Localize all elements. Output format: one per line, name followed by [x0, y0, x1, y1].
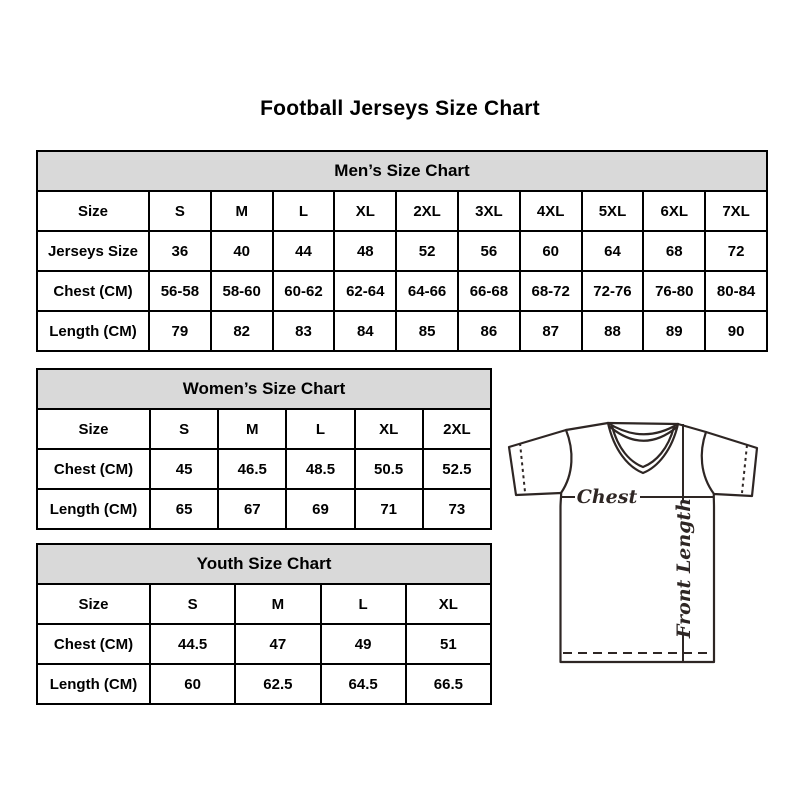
men-table-cell: 48 — [334, 231, 396, 271]
men-table-cell: 85 — [396, 311, 458, 351]
men-table-cell: 90 — [705, 311, 767, 351]
youth-table-cell: 60 — [150, 664, 235, 704]
men-table-cell: S — [149, 191, 211, 231]
vneck-inner-edge — [612, 426, 674, 467]
men-table-cell: 64-66 — [396, 271, 458, 311]
left-sleeve-seam — [561, 430, 571, 493]
women-table-cell: 73 — [423, 489, 491, 529]
youth-size-table — [36, 543, 492, 705]
collar-top-edge — [608, 423, 678, 424]
women-table-cell: 2XL — [423, 409, 491, 449]
women-table-cell: S — [150, 409, 218, 449]
women-table-cell: 65 — [150, 489, 218, 529]
women-table-cell: XL — [355, 409, 423, 449]
youth-table-cell: L — [321, 584, 406, 624]
women-row-label: Size — [37, 409, 150, 449]
women-table-cell: 71 — [355, 489, 423, 529]
men-table-cell: 68 — [643, 231, 705, 271]
youth-row-label: Chest (CM) — [37, 624, 150, 664]
youth-table-row — [37, 584, 491, 624]
women-table-cell: 48.5 — [286, 449, 354, 489]
men-table-cell: XL — [334, 191, 396, 231]
youth-table-cell: 49 — [321, 624, 406, 664]
men-table-row — [37, 191, 767, 231]
men-table-cell: 2XL — [396, 191, 458, 231]
youth-table-cell: XL — [406, 584, 491, 624]
womens-size-table — [36, 368, 492, 530]
men-table-cell: L — [273, 191, 335, 231]
jersey-measurement-diagram — [504, 412, 766, 674]
women-table-cell: 50.5 — [355, 449, 423, 489]
youth-row-label: Size — [37, 584, 150, 624]
men-table-cell: 66-68 — [458, 271, 520, 311]
men-table-cell: 83 — [273, 311, 335, 351]
jersey-outline — [509, 423, 757, 662]
women-table-row — [37, 489, 491, 529]
youth-table-cell: 47 — [235, 624, 320, 664]
right-sleeve-seam — [702, 432, 714, 494]
men-row-label: Jerseys Size — [37, 231, 149, 271]
men-table-cell: 56 — [458, 231, 520, 271]
men-table-cell: 87 — [520, 311, 582, 351]
page-title: Football Jerseys Size Chart — [260, 97, 540, 120]
jersey-diagram-svg — [504, 412, 766, 674]
men-table-cell: 5XL — [582, 191, 644, 231]
men-table-cell: 7XL — [705, 191, 767, 231]
right-cuff-dashed-line — [742, 445, 747, 493]
front-length-label: Front Length — [673, 497, 695, 639]
youth-table-title: Youth Size Chart — [37, 544, 491, 584]
men-table-cell: 76-80 — [643, 271, 705, 311]
women-table-cell: 67 — [218, 489, 286, 529]
men-table-cell: 84 — [334, 311, 396, 351]
men-table-cell: M — [211, 191, 273, 231]
men-table-cell: 79 — [149, 311, 211, 351]
youth-table-cell: 66.5 — [406, 664, 491, 704]
women-table-row — [37, 409, 491, 449]
men-table-cell: 3XL — [458, 191, 520, 231]
men-table-cell: 44 — [273, 231, 335, 271]
women-table-cell: L — [286, 409, 354, 449]
men-table-cell: 72 — [705, 231, 767, 271]
women-table-cell: 69 — [286, 489, 354, 529]
women-table-cell: 46.5 — [218, 449, 286, 489]
men-table-row — [37, 231, 767, 271]
men-table-cell: 58-60 — [211, 271, 273, 311]
youth-table-cell: 62.5 — [235, 664, 320, 704]
men-table-cell: 60-62 — [273, 271, 335, 311]
men-table-cell: 36 — [149, 231, 211, 271]
youth-table-cell: 64.5 — [321, 664, 406, 704]
women-row-label: Length (CM) — [37, 489, 150, 529]
men-table-cell: 68-72 — [520, 271, 582, 311]
youth-table-cell: M — [235, 584, 320, 624]
men-table-cell: 6XL — [643, 191, 705, 231]
men-table-cell: 56-58 — [149, 271, 211, 311]
men-table-cell: 64 — [582, 231, 644, 271]
youth-table-cell: S — [150, 584, 235, 624]
women-table-row — [37, 449, 491, 489]
youth-table-row — [37, 664, 491, 704]
left-cuff-dashed-line — [520, 443, 525, 492]
men-table-title: Men’s Size Chart — [37, 151, 767, 191]
youth-table-cell: 51 — [406, 624, 491, 664]
men-table-cell: 60 — [520, 231, 582, 271]
men-table-cell: 89 — [643, 311, 705, 351]
men-table-cell: 82 — [211, 311, 273, 351]
chest-label: Chest — [576, 486, 638, 508]
men-table-cell: 52 — [396, 231, 458, 271]
men-row-label: Length (CM) — [37, 311, 149, 351]
youth-table-row — [37, 624, 491, 664]
men-table-row — [37, 311, 767, 351]
women-table-title: Women’s Size Chart — [37, 369, 491, 409]
women-table-cell: 45 — [150, 449, 218, 489]
men-table-cell: 40 — [211, 231, 273, 271]
men-table-row — [37, 271, 767, 311]
men-table-cell: 4XL — [520, 191, 582, 231]
men-row-label: Size — [37, 191, 149, 231]
men-table-cell: 86 — [458, 311, 520, 351]
men-table-cell: 62-64 — [334, 271, 396, 311]
women-table-cell: 52.5 — [423, 449, 491, 489]
men-table-cell: 88 — [582, 311, 644, 351]
men-table-cell: 72-76 — [582, 271, 644, 311]
youth-row-label: Length (CM) — [37, 664, 150, 704]
men-row-label: Chest (CM) — [37, 271, 149, 311]
youth-table-cell: 44.5 — [150, 624, 235, 664]
mens-size-table — [36, 150, 768, 352]
women-table-cell: M — [218, 409, 286, 449]
men-table-cell: 80-84 — [705, 271, 767, 311]
women-row-label: Chest (CM) — [37, 449, 150, 489]
